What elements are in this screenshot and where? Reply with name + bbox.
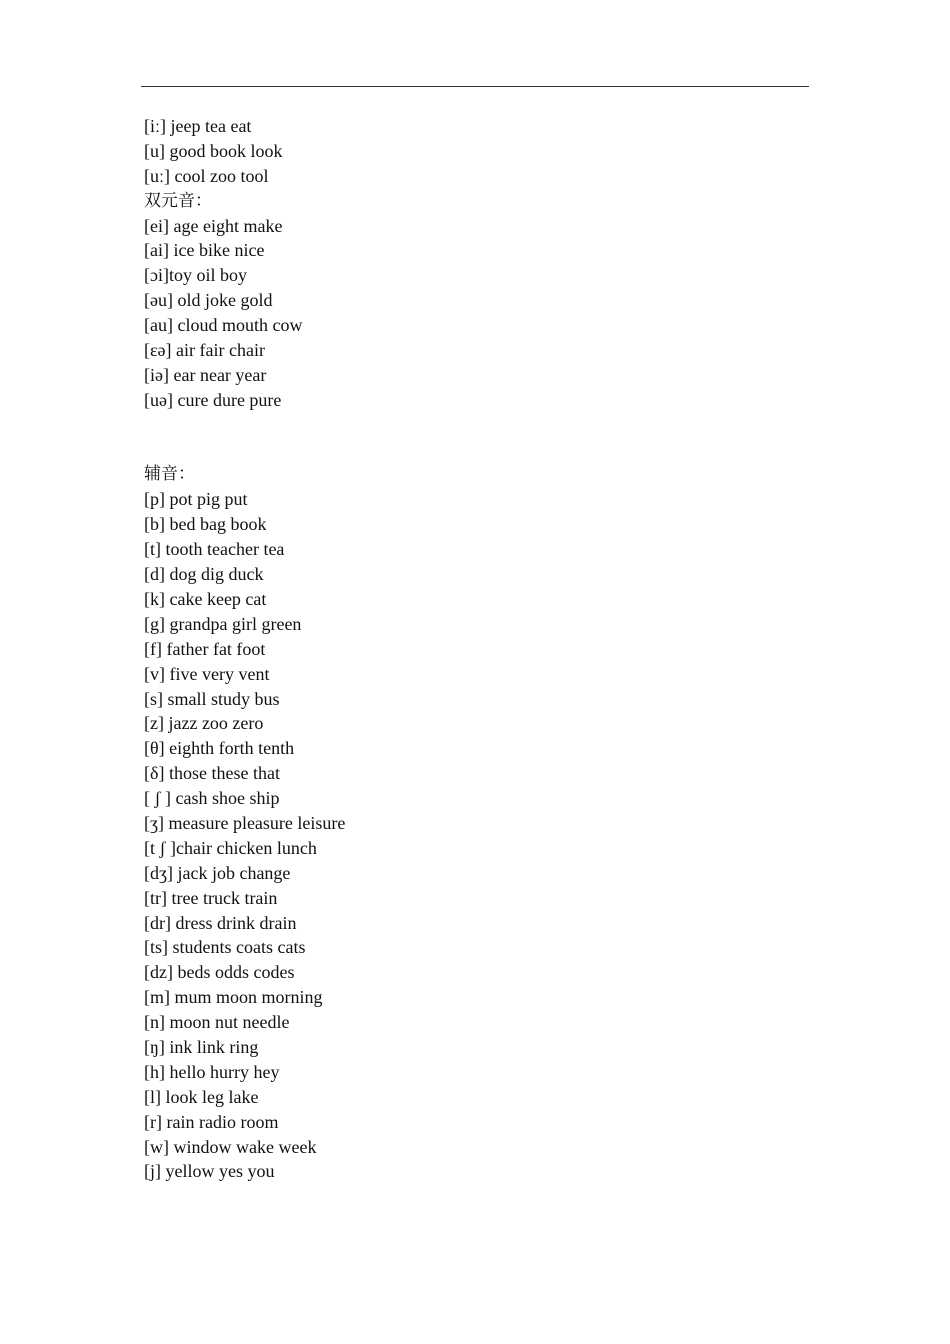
section-spacer [144, 413, 804, 463]
vowel-line: [uː] cool zoo tool [144, 165, 269, 186]
diphthong-line: [au] cloud mouth cow [144, 315, 303, 336]
consonant-line: [dʒ] jack job change [144, 862, 291, 883]
diphthong-line: [əu] old joke gold [144, 290, 273, 311]
consonant-line: [l] look leg lake [144, 1086, 259, 1107]
consonant-line: [dz] beds odds codes [144, 962, 295, 983]
consonant-line: [θ] eighth forth tenth [144, 738, 295, 759]
consonant-group [144, 462, 804, 1184]
phonetics-list [144, 114, 804, 1184]
consonant-line: [n] moon nut needle [144, 1012, 290, 1033]
diphthong-line: [iə] ear near year [144, 364, 267, 385]
consonant-line: [p] pot pig put [144, 489, 248, 510]
consonant-heading: 辅音： [144, 464, 195, 485]
diphthong-line: [ɛə] air fair chair [144, 340, 265, 361]
consonant-line: [s] small study bus [144, 688, 280, 709]
consonant-line: [r] rain radio room [144, 1111, 279, 1132]
consonant-line: [dr] dress drink drain [144, 912, 297, 933]
diphthong-line: [ei] age eight make [144, 215, 283, 236]
consonant-line: [f] father fat foot [144, 638, 266, 659]
diphthong-line: [ɔi]toy oil boy [144, 265, 247, 286]
consonant-line: [ ʃ ] cash shoe ship [144, 788, 280, 809]
consonant-line: [w] window wake week [144, 1136, 317, 1157]
consonant-line: [t] tooth teacher tea [144, 539, 285, 560]
consonant-line: [b] bed bag book [144, 514, 267, 535]
vowel-line: [u] good book look [144, 140, 283, 161]
vowel-line: [iː] jeep tea eat [144, 116, 252, 136]
consonant-line: [g] grandpa girl green [144, 613, 302, 634]
consonant-line: [z] jazz zoo zero [144, 713, 264, 734]
consonant-line: [d] dog dig duck [144, 564, 264, 585]
consonant-line: [ts] students coats cats [144, 937, 306, 958]
consonant-line: [v] five very vent [144, 663, 270, 684]
consonant-line: [k] cake keep cat [144, 588, 267, 609]
consonant-line: [ŋ] ink link ring [144, 1036, 259, 1057]
diphthong-heading: 双元音： [144, 190, 212, 211]
consonant-line: [j] yellow yes you [144, 1161, 275, 1182]
consonant-line: [δ] those these that [144, 763, 280, 784]
vowel-group [144, 114, 804, 189]
diphthong-line: [ai] ice bike nice [144, 240, 265, 261]
consonant-line: [m] mum moon morning [144, 987, 323, 1008]
diphthong-line: [uə] cure dure pure [144, 389, 282, 410]
consonant-line: [tr] tree truck train [144, 887, 278, 908]
consonant-line: [t ʃ ]chair chicken lunch [144, 837, 317, 858]
diphthong-group [144, 189, 804, 413]
consonant-line: [h] hello hurry hey [144, 1061, 280, 1082]
header-rule [141, 86, 809, 87]
consonant-line: [ʒ] measure pleasure leisure [144, 812, 346, 833]
